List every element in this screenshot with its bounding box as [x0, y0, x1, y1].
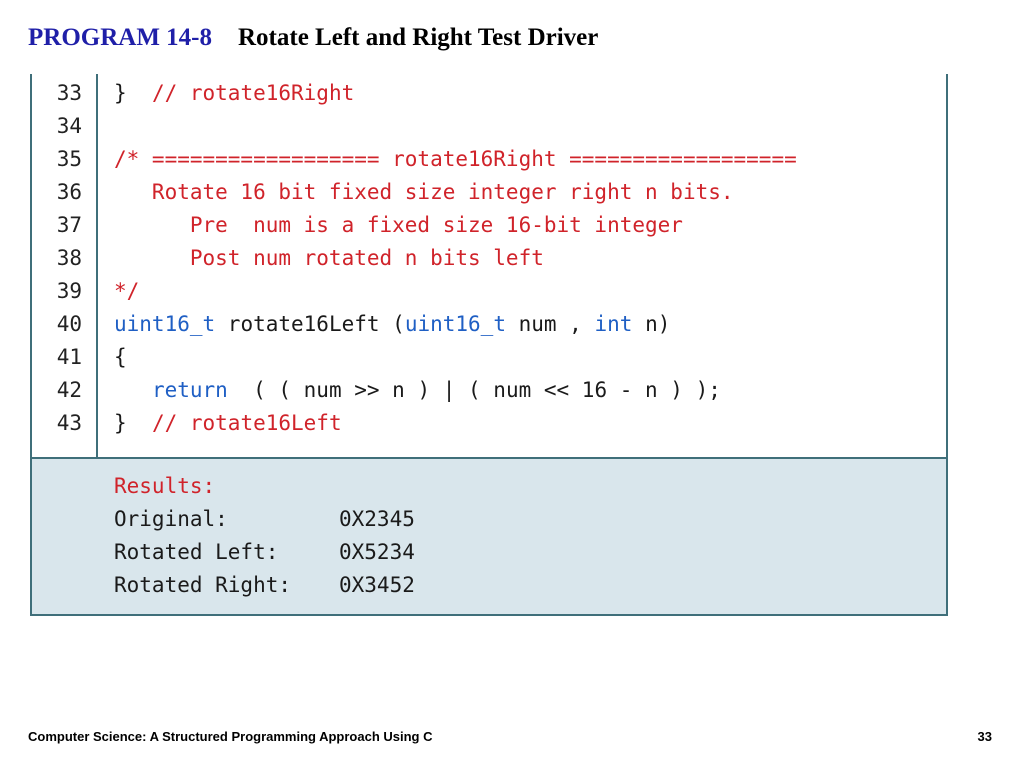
code-comment: // rotate16Left — [151, 411, 342, 435]
code-token: { — [114, 345, 127, 369]
code-line — [32, 242, 948, 275]
code-comment: Post num rotated n bits left — [114, 246, 544, 270]
result-label: Original: — [114, 507, 228, 531]
code-keyword: return — [151, 378, 228, 402]
code-line — [32, 143, 948, 176]
code-token — [114, 378, 152, 402]
code-line — [32, 176, 948, 209]
line-number: 40 — [56, 312, 82, 336]
results-heading: Results: — [114, 474, 216, 498]
code-token: ( ( num >> n ) | ( num << 16 - n ) ); — [227, 378, 721, 402]
footer-page-number: 33 — [977, 729, 992, 744]
code-line — [32, 341, 948, 374]
result-label: Rotated Right: — [114, 573, 292, 597]
code-text — [114, 143, 797, 176]
line-number: 39 — [56, 279, 82, 303]
code-comment: Pre num is a fixed size 16-bit integer — [114, 213, 683, 237]
code-token: rotate16Left ( — [215, 312, 405, 336]
code-listing — [30, 74, 948, 457]
results-panel — [30, 457, 948, 616]
code-comment: // rotate16Right — [151, 81, 355, 105]
code-text — [114, 341, 127, 374]
program-name: Rotate Left and Right Test Driver — [238, 24, 599, 51]
footer-book-title: Computer Science: A Structured Programming Approach Using C — [28, 729, 433, 744]
code-token: } — [114, 81, 152, 105]
code-comment: Rotate 16 bit fixed size integer right n bits. — [114, 180, 734, 204]
code-line — [32, 275, 948, 308]
result-value: 0X5234 — [339, 540, 415, 564]
result-value: 0X2345 — [339, 507, 415, 531]
slide-title — [28, 24, 598, 52]
code-text — [114, 407, 342, 440]
code-keyword: int — [594, 312, 633, 336]
code-line — [32, 110, 948, 143]
code-text — [114, 308, 670, 341]
result-label: Rotated Left: — [114, 540, 279, 564]
code-line — [32, 209, 948, 242]
code-text — [114, 176, 734, 209]
result-row — [114, 536, 415, 569]
result-value: 0X3452 — [339, 573, 415, 597]
code-comment: /* ================== rotate16Right ================== — [114, 147, 797, 171]
code-text — [114, 374, 721, 407]
code-token: n) — [632, 312, 671, 336]
code-comment: */ — [114, 279, 140, 303]
line-number: 42 — [56, 378, 82, 402]
result-row — [114, 503, 415, 536]
line-number: 37 — [56, 213, 82, 237]
code-token: } — [114, 411, 152, 435]
line-number: 33 — [56, 81, 82, 105]
code-line — [32, 77, 948, 110]
code-text — [114, 209, 683, 242]
code-keyword: uint16_t — [114, 312, 216, 336]
line-number: 36 — [56, 180, 82, 204]
result-row — [114, 569, 415, 602]
code-text — [114, 242, 544, 275]
code-line — [32, 374, 948, 407]
code-text — [114, 275, 139, 308]
program-number: PROGRAM 14-8 — [28, 24, 212, 51]
line-number: 38 — [56, 246, 82, 270]
code-line — [32, 407, 948, 440]
code-line — [32, 308, 948, 341]
code-token: num , — [505, 312, 595, 336]
line-number: 43 — [56, 411, 82, 435]
line-number: 41 — [56, 345, 82, 369]
code-text — [114, 77, 354, 110]
code-keyword: uint16_t — [404, 312, 506, 336]
line-number: 34 — [56, 114, 82, 138]
line-number: 35 — [56, 147, 82, 171]
